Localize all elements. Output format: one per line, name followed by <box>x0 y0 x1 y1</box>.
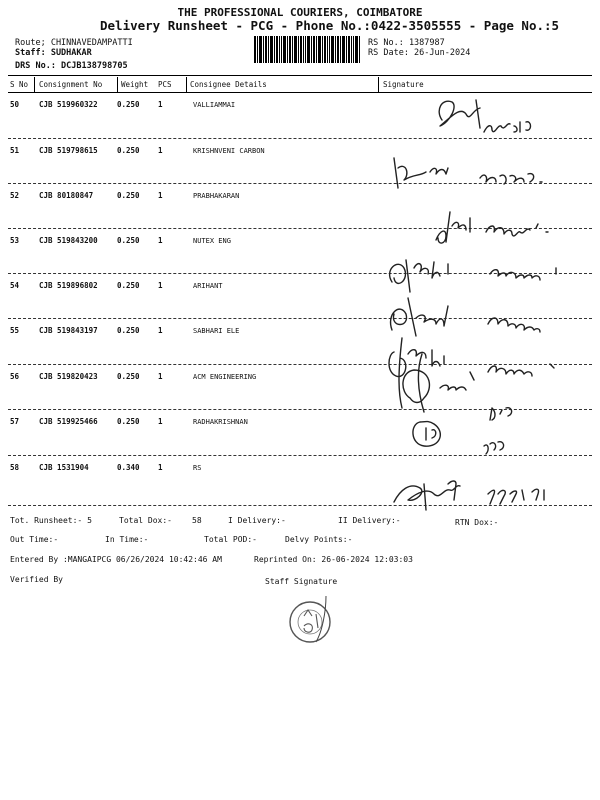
cell-sno: 56 <box>10 372 20 381</box>
cell-consignment: CJB 519843197 <box>39 326 98 335</box>
out-time: Out Time:- <box>10 535 59 544</box>
entered-by: Entered By :MANGAIPCG 06/26/2024 10:42:46 AM <box>10 555 222 564</box>
cell-pcs: 1 <box>158 236 163 245</box>
cell-pcs: 1 <box>158 372 163 381</box>
cell-weight: 0.250 <box>117 236 140 245</box>
reprinted-on: Reprinted On: 26-06-2024 12:03:03 <box>254 555 413 564</box>
cell-weight: 0.250 <box>117 417 140 426</box>
total-dox-value: 58 <box>192 516 202 525</box>
rtn-dox: RTN Dox:- <box>455 518 499 527</box>
cell-consignment: CJB 519798615 <box>39 146 98 155</box>
cell-sno: 54 <box>10 281 20 290</box>
tot-runsheet: Tot. Runsheet:- 5 <box>10 516 92 525</box>
barcode <box>254 36 360 63</box>
cell-consignment: CJB 519820423 <box>39 372 98 381</box>
cell-sno: 55 <box>10 326 20 335</box>
column-header-pcs: PCS <box>158 80 172 89</box>
cell-sno: 58 <box>10 463 20 472</box>
cell-consignee: RS <box>193 464 202 472</box>
runsheet-title: Delivery Runsheet - PCG - Phone No.:0422-3505555 - Page No.:5 <box>100 18 560 33</box>
column-divider <box>378 77 379 92</box>
cell-pcs: 1 <box>158 326 163 335</box>
cell-consignment: CJB 80180847 <box>39 191 94 200</box>
cell-consignee: SABHARI ELE <box>193 327 240 335</box>
cell-consignee: KRISHNVENI CARBON <box>193 147 265 155</box>
total-pod: Total POD:- <box>204 535 257 544</box>
drs-number: DRS No.: DCJB138798705 <box>15 61 128 71</box>
cell-consignment: CJB 519960322 <box>39 100 98 109</box>
column-header-signature: Signature <box>383 80 424 89</box>
cell-consignment: CJB 1531904 <box>39 463 89 472</box>
rs-number: RS No.: 1387987 <box>368 38 445 48</box>
cell-pcs: 1 <box>158 281 163 290</box>
cell-consignee: ARIHANT <box>193 282 223 290</box>
cell-consignment: CJB 519843200 <box>39 236 98 245</box>
cell-pcs: 1 <box>158 146 163 155</box>
cell-consignee: ACM ENGINEERING <box>193 373 257 381</box>
cell-pcs: 1 <box>158 463 163 472</box>
cell-consignee: NUTEX ENG <box>193 237 231 245</box>
handwritten-signatures <box>380 92 592 512</box>
cell-pcs: 1 <box>158 417 163 426</box>
cell-weight: 0.250 <box>117 100 140 109</box>
cell-sno: 53 <box>10 236 20 245</box>
route-label: Route; CHINNAVEDAMPATTI <box>15 38 133 48</box>
company-name: THE PROFESSIONAL COURIERS, COIMBATORE <box>177 6 423 19</box>
cell-weight: 0.250 <box>117 372 140 381</box>
table-top-rule <box>8 75 592 76</box>
cell-consignee: PRABHAKARAN <box>193 192 240 200</box>
column-divider <box>34 77 35 92</box>
cell-weight: 0.250 <box>117 191 140 200</box>
cell-weight: 0.250 <box>117 146 140 155</box>
column-header-sno: S No <box>10 80 29 89</box>
column-header-weight: Weight <box>121 80 149 89</box>
cell-sno: 52 <box>10 191 20 200</box>
i-delivery: I Delivery:- <box>228 516 286 525</box>
rs-date: RS Date: 26-Jun-2024 <box>368 48 471 58</box>
column-header-consignee: Consignee Details <box>190 80 267 89</box>
staff-signature-label: Staff Signature <box>265 577 338 586</box>
column-divider <box>186 77 187 92</box>
column-divider <box>117 77 118 92</box>
cell-sno: 57 <box>10 417 20 426</box>
cell-weight: 0.340 <box>117 463 140 472</box>
ii-delivery: II Delivery:- <box>338 516 401 525</box>
cell-consignment: CJB 519896802 <box>39 281 98 290</box>
cell-sno: 50 <box>10 100 20 109</box>
total-dox-label: Total Dox:- <box>119 516 172 525</box>
cell-sno: 51 <box>10 146 20 155</box>
staff-label: Staff: SUDHAKAR <box>15 48 92 58</box>
stamp-seal <box>282 592 342 652</box>
cell-consignee: VALLIAMMAI <box>193 101 236 109</box>
cell-pcs: 1 <box>158 100 163 109</box>
delvy-points: Delvy Points:- <box>285 535 353 544</box>
column-header-consignment: Consignment No <box>39 80 103 89</box>
in-time: In Time:- <box>105 535 149 544</box>
cell-weight: 0.250 <box>117 281 140 290</box>
cell-weight: 0.250 <box>117 326 140 335</box>
cell-consignment: CJB 519925466 <box>39 417 98 426</box>
cell-pcs: 1 <box>158 191 163 200</box>
verified-by: Verified By <box>10 575 63 584</box>
cell-consignee: RADHAKRISHNAN <box>193 418 248 426</box>
